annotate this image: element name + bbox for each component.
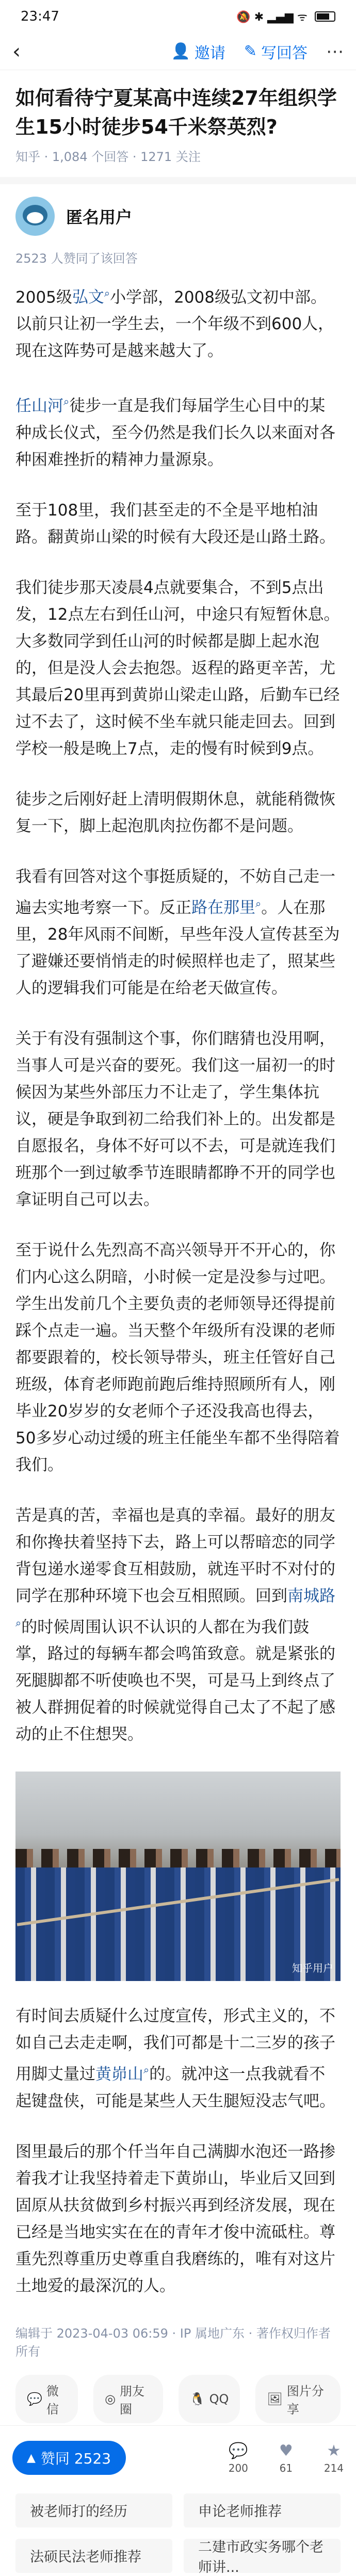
text: 苦是真的苦，幸福也是真的幸福。最好的朋友和你搀扶着坚持下去，路上可以帮暗恋的同学背包递水递零食互相鼓励，就连平时不对付的同学在那种环境下也会互相照顾。回到 bbox=[15, 1506, 335, 1605]
answer-photo[interactable] bbox=[15, 1772, 341, 1981]
search-link[interactable]: 南城路 ⌕ bbox=[15, 1587, 335, 1636]
share-label: 朋友圈 bbox=[120, 2384, 145, 2417]
paragraph bbox=[15, 388, 341, 473]
question-meta: 知乎 · 1,084 个回答 · 1271 关注 bbox=[15, 150, 201, 164]
text: 的。就冲这一点我就看不起键盘侠，可能是某些人天生腿短没志气吧。 bbox=[15, 2065, 335, 2111]
status-bar bbox=[0, 0, 356, 33]
heart-icon: ♥ bbox=[279, 2441, 293, 2460]
related-search-tag[interactable]: 二建市政实务哪个老师讲... bbox=[184, 2539, 341, 2573]
divider bbox=[0, 177, 356, 184]
more-icon[interactable]: ⋯ bbox=[326, 41, 344, 62]
related-search-tag[interactable]: 被老师打的经历 bbox=[15, 2493, 172, 2527]
battery-icon bbox=[315, 11, 335, 22]
pencil-icon: ✎ bbox=[244, 42, 257, 60]
paragraph: 至于108里，我们甚至走的不全是平地柏油路。翻黄峁山梁的时候有大段还是山路土路。 bbox=[15, 501, 335, 546]
paragraph: 我们徒步那天凌晨4点就要集合，不到5点出发，12点左右到任山河，中途只有短暂休息。大多数同学到任山河的时候都是脚上起水泡的，但是没人会去抱怨。返程的路更辛苦，尤其最后20里再到黄峁山梁走山路，后勤车已经过不去了，这时候不坐车就只能走回去。回到学校一般是晚上7点，走的慢有时候到9点。 bbox=[15, 578, 340, 758]
text: 的时候周围认识不认识的人都在为我们鼓掌，路过的每辆车都会鸣笛致意。就是紧张的死腿脚都不听使唤也不哭，可是马上到终点了被人群拥促着的时候就觉得自己太了不起了感动的止不住想哭。 bbox=[15, 1618, 335, 1744]
moments-icon: ◎ bbox=[105, 2391, 116, 2406]
related-search-tag[interactable]: 法硕民法老师推荐 bbox=[15, 2539, 172, 2573]
author-name[interactable]: 匿名用户 bbox=[66, 207, 133, 227]
paragraph bbox=[15, 863, 341, 1002]
text: 我看有回答对这个事挺质疑的，不妨自己走一遍去实地考察一下。反正 bbox=[15, 867, 335, 917]
write-answer-label: 写回答 bbox=[261, 44, 308, 62]
paragraph bbox=[15, 2003, 341, 2114]
image-share-icon: 🖼 bbox=[267, 2391, 283, 2406]
answer-body bbox=[0, 280, 356, 1748]
share-wechat-button[interactable] bbox=[15, 2375, 78, 2423]
search-link[interactable]: 黄峁山 ⌕ bbox=[95, 2065, 149, 2084]
text: 有时间去质疑什么过度宣传，形式主义的，不如自己去走走啊，我们可都是十二三岁的孩子用脚丈量过 bbox=[15, 2007, 335, 2084]
like-button[interactable] bbox=[279, 2442, 293, 2474]
upvote-button[interactable] bbox=[12, 2441, 126, 2475]
nav-actions bbox=[171, 40, 344, 63]
back-icon[interactable]: ‹ bbox=[12, 39, 21, 63]
paragraph bbox=[15, 1502, 341, 1748]
paragraph: 至于说什么先烈高不高兴领导开不开心的，你们内心这么阴暗，小时候一定是没参与过吧。学生出发前几个主要负责的老师领导还得提前踩个点走一遍。当天整个年级所有没课的老师都要跟着的，校长领导带头，班主任管好自己班级，体育老师跑前跑后维持照顾所有人，刚毕业20岁岁的女老师个子还没我高也得去，50多岁心动过缓的班主任能坐车都不坐得陪着我们。 bbox=[15, 1241, 340, 1474]
like-count: 61 bbox=[279, 2461, 293, 2474]
search-link[interactable]: 任山河 ⌕ bbox=[15, 397, 69, 415]
question-title[interactable]: 如何看待宁夏某高中连续27年组织学生15小时徒步54千米祭英烈? bbox=[15, 87, 337, 138]
search-link[interactable]: 路在那里 ⌕ bbox=[191, 898, 261, 917]
related-search-tags bbox=[0, 2493, 356, 2573]
text: 徒步一直是我们每届学生心目中的某种成长仪式，至今仍然是我们长久以来面对各种困难挫折的精神力量源泉。 bbox=[15, 396, 335, 469]
add-user-icon: 👤 bbox=[171, 42, 190, 60]
text: 徒步之后刚好赶上清明假期休息，就能稍微恢复一下，脚上起泡肌肉拉伤都不是问题。 bbox=[15, 790, 335, 835]
avatar[interactable] bbox=[15, 197, 55, 236]
favorite-button[interactable] bbox=[324, 2442, 344, 2474]
write-answer-button[interactable] bbox=[244, 40, 308, 63]
share-qq-button[interactable] bbox=[179, 2375, 240, 2423]
photo-watermark: 知乎用户 bbox=[292, 1962, 333, 1975]
bottom-actions bbox=[229, 2442, 344, 2474]
qq-icon: 🐧 bbox=[189, 2391, 205, 2406]
paragraph bbox=[15, 786, 341, 840]
invite-button[interactable] bbox=[171, 40, 225, 63]
author-row bbox=[0, 184, 356, 248]
upvote-label: 赞同 2523 bbox=[40, 2450, 111, 2467]
edit-info: 编辑于 2023-04-03 06:59 · IP 属地广东 · 著作权归作者所有 bbox=[15, 2326, 331, 2359]
status-signal-icons: 🔕 ✱ ▂▄▆ ᯤ bbox=[236, 11, 308, 24]
vote-count: 2523 人赞同了该回答 bbox=[15, 251, 138, 266]
share-label: 图片分享 bbox=[286, 2384, 324, 2417]
answer-body-continued bbox=[0, 2003, 356, 2299]
related-search-tag[interactable]: 申论老师推荐 bbox=[184, 2493, 341, 2527]
paragraph: 关于有没有强制这个事，你们瞎猜也没用啊，当事人可是兴奋的要死。我们这一届初一的时候因为某些外部压力不让走了，学生集体抗议，硬是争取到初二给我们补上的。出发都是自愿报名，身体不好可以不去，可是就连我们班那个一到过敏季节连眼睛都睁不开的同学也拿证明自己可以去。 bbox=[15, 1029, 335, 1209]
share-label: 微信 bbox=[46, 2384, 59, 2417]
upvote-arrow-icon: ▲ bbox=[27, 2451, 36, 2465]
comment-count: 200 bbox=[228, 2461, 248, 2474]
text: 。人在那里，28年风雨不间断，早些年没人宣传甚至为了避嫌还要悄悄走的时候照样也走了，照某些人的逻辑我们可能是在给老天做宣传。 bbox=[15, 898, 340, 997]
invite-label: 邀请 bbox=[194, 44, 225, 62]
paragraph bbox=[15, 280, 341, 364]
share-moments-button[interactable] bbox=[93, 2375, 163, 2423]
search-link[interactable]: 弘文 ⌕ bbox=[72, 288, 110, 307]
star-icon: ★ bbox=[327, 2441, 341, 2460]
status-time: 23:47 bbox=[21, 9, 59, 24]
bottom-action-bar bbox=[0, 2425, 356, 2490]
wechat-icon: 💬 bbox=[27, 2391, 42, 2406]
paragraph: 图里最后的那个仟当年自己满脚水泡还一路掺着我才让我坚持着走下黄峁山，毕业后又回到固原从扶贫做到乡村振兴再到经济发展，现在已经是当地实实在在的青年才俊中流砥柱。尊重先烈尊重历史尊重自我磨练的，唯有对这片土地爱的最深沉的人。 bbox=[15, 2142, 335, 2295]
status-icons bbox=[236, 9, 335, 24]
share-image-button[interactable] bbox=[255, 2375, 341, 2423]
favorite-count: 214 bbox=[323, 2461, 344, 2474]
text: 2005级 bbox=[15, 288, 72, 307]
comment-button[interactable] bbox=[229, 2442, 248, 2474]
comment-icon: 💬 bbox=[229, 2441, 248, 2460]
share-label: QQ bbox=[209, 2391, 229, 2406]
top-nav bbox=[0, 33, 356, 70]
text: 小学部，2008级弘文初中部。以前只让初一学生去，一个年级不到600人，现在这阵势可是越来越大了。 bbox=[15, 288, 334, 361]
